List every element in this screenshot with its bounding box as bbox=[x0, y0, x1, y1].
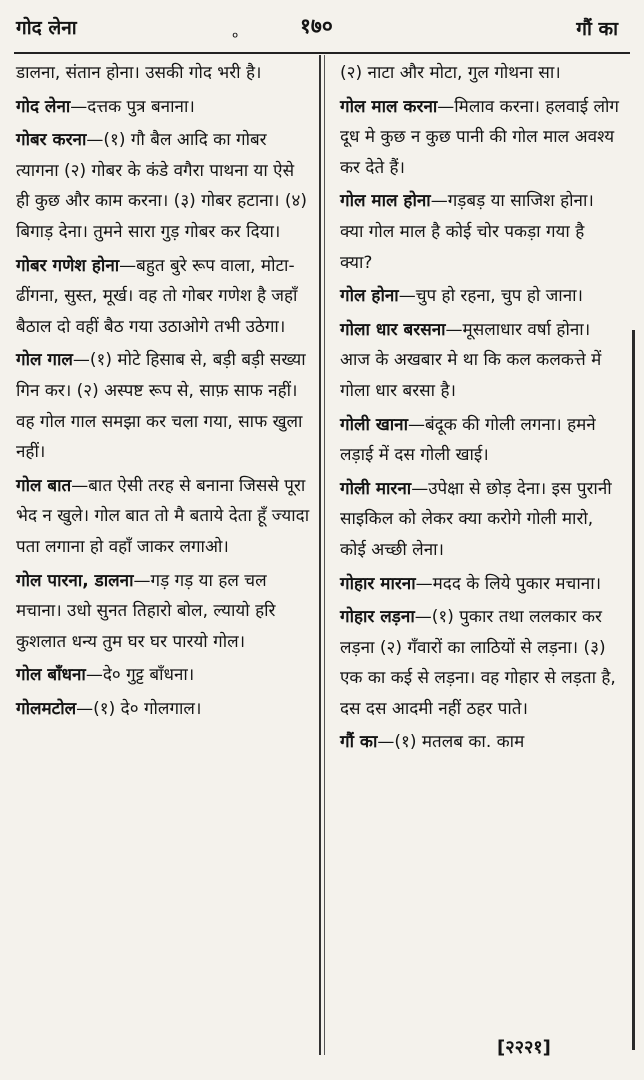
entry bbox=[16, 660, 311, 691]
header-rule bbox=[14, 52, 630, 54]
entry bbox=[340, 186, 622, 278]
left-column bbox=[16, 58, 311, 727]
entry-text: —(१) दे० गोलगाल। bbox=[76, 698, 202, 719]
entry-headword: गोला धार बरसना bbox=[340, 319, 446, 340]
entry-text: —मिलाव करना। हलवाई लोग दूध मे कुछ न कुछ पानी की गोल माल अवश्य कर देते हैं। bbox=[340, 96, 619, 178]
entry bbox=[16, 92, 311, 123]
entry-text: —बंदूक की गोली लगना। हमने लड़ाई में दस गोली खाई। bbox=[340, 414, 596, 466]
header-right-guideword: गौं का bbox=[576, 18, 618, 40]
entry-text: —(१) गौ बैल आदि का गोबर त्यागना (२) गोबर के कंडे वगैरा पाथना या ऐसे ही कुछ और काम करना। (३) गोबर हटाना। (४) बिगाड़ देना। तुमने सारा गुड़ गोबर कर दिया। bbox=[16, 130, 308, 242]
entry bbox=[16, 471, 311, 563]
entry-text: —मूसलाधार वर्षा होना। आज के अखबार मे था कि कल कलकत्ते में गोला धार बरसा है। bbox=[340, 319, 602, 401]
entry-text: —(१) मोटे हिसाब से, बड़ी बड़ी सख्या गिन कर। (२) अस्पष्ट रूप से, साफ़ साफ नहीं। वह गोल गाल समझा कर चला गया, साफ खुला नहीं। bbox=[16, 350, 306, 463]
entry-headword: गोली खाना bbox=[340, 414, 408, 435]
entry-headword: गोबर करना bbox=[16, 130, 87, 151]
entry-headword: गौं का bbox=[340, 732, 378, 753]
entry-text: —गड़ गड़ या हल चल मचाना। उधो सुनत तिहारो बोल, ल्यायो हरि कुशलात धन्य तुम घर घर पारयो गोल। bbox=[16, 570, 276, 652]
entry bbox=[340, 474, 622, 566]
column-divider-inner bbox=[324, 55, 325, 1055]
header-dot: ० bbox=[232, 28, 239, 42]
entry bbox=[340, 92, 622, 184]
entry-text: (२) नाटा और मोटा, गुल गोथना सा। bbox=[340, 63, 561, 83]
entry-text: —बात ऐसी तरह से बनाना जिससे पूरा भेद न खुले। गोल बात तो मै बताये देता हूँ ज्यादा पता लगाना हो वहाँ जाकर लगाओ। bbox=[16, 475, 310, 557]
entry-text: —उपेक्षा से छोड़ देना। इस पुरानी साइकिल को लेकर क्या करोगे गोली मारो, कोई अच्छी लेना। bbox=[340, 478, 612, 560]
entry-headword: गोल पारना, डालना bbox=[16, 570, 134, 591]
entry bbox=[16, 125, 311, 247]
entry bbox=[16, 58, 311, 89]
entry-headword: गोली मारना bbox=[340, 478, 412, 499]
right-column bbox=[340, 58, 622, 761]
entry-text: —मदद के लिये पुकार मचाना। bbox=[415, 573, 602, 594]
entry-headword: गोबर गणेश होना bbox=[16, 255, 120, 276]
entry-headword: गोल माल करना bbox=[340, 96, 438, 117]
entry bbox=[16, 345, 311, 467]
right-margin-rule bbox=[632, 330, 635, 1050]
entry-text: —(१) मतलब का. काम bbox=[377, 732, 525, 753]
entry-text: —(१) पुकार तथा ललकार कर लड़ना (२) गँवारों का लाठियों से लड़ना। (३) एक का कई से लड़ना। वह गोहार से लड़ता है, दस दस आदमी नहीं ठहर पाते। bbox=[340, 607, 616, 719]
entry-headword: गोद लेना bbox=[16, 96, 71, 117]
entry bbox=[340, 727, 622, 758]
entry-text: —बहुत बुरे रूप वाला, मोटा-ढींगना, सुस्त, मूर्ख। वह तो गोबर गणेश है जहाँ बैठाल दो वहीं बैठ गया उठाओगे तभी उठेगा। bbox=[16, 255, 298, 337]
entry-text: —दत्तक पुत्र बनाना। bbox=[70, 96, 195, 117]
entry-headword: गोल बाँधना bbox=[16, 665, 86, 686]
entry bbox=[340, 602, 622, 724]
entry-headword: गोहार मारना bbox=[340, 573, 416, 594]
entry-headword: गोल गाल bbox=[16, 350, 73, 371]
column-divider bbox=[319, 55, 321, 1055]
entry-headword: गोहार लड़ना bbox=[340, 607, 415, 628]
entry bbox=[340, 410, 622, 471]
page-number: १७० bbox=[300, 14, 333, 38]
page-header bbox=[0, 0, 644, 52]
entry bbox=[340, 315, 622, 407]
entry-text: —दे० गुट्ट बाँधना। bbox=[85, 665, 195, 686]
entry-headword: गोल माल होना bbox=[340, 191, 431, 212]
header-left-guideword: गोद लेना bbox=[16, 17, 77, 39]
entry-headword: गोल होना bbox=[340, 286, 399, 307]
entry bbox=[16, 251, 311, 343]
entry-headword: गोलमटोल bbox=[16, 698, 77, 719]
entry bbox=[340, 569, 622, 600]
entry-text: —गड़बड़ या साजिश होना। क्या गोल माल है कोई चोर पकड़ा गया है क्या? bbox=[340, 191, 594, 273]
entry bbox=[16, 566, 311, 658]
entry bbox=[340, 281, 622, 312]
entry-headword: गोल बात bbox=[16, 475, 72, 496]
footer-code: [२२२१] bbox=[497, 1037, 551, 1058]
entry-text: डालना, संतान होना। उसकी गोद भरी है। bbox=[16, 63, 262, 83]
entry-text: —चुप हो रहना, चुप हो जाना। bbox=[398, 286, 583, 307]
entry bbox=[16, 694, 311, 725]
entry bbox=[340, 58, 622, 89]
